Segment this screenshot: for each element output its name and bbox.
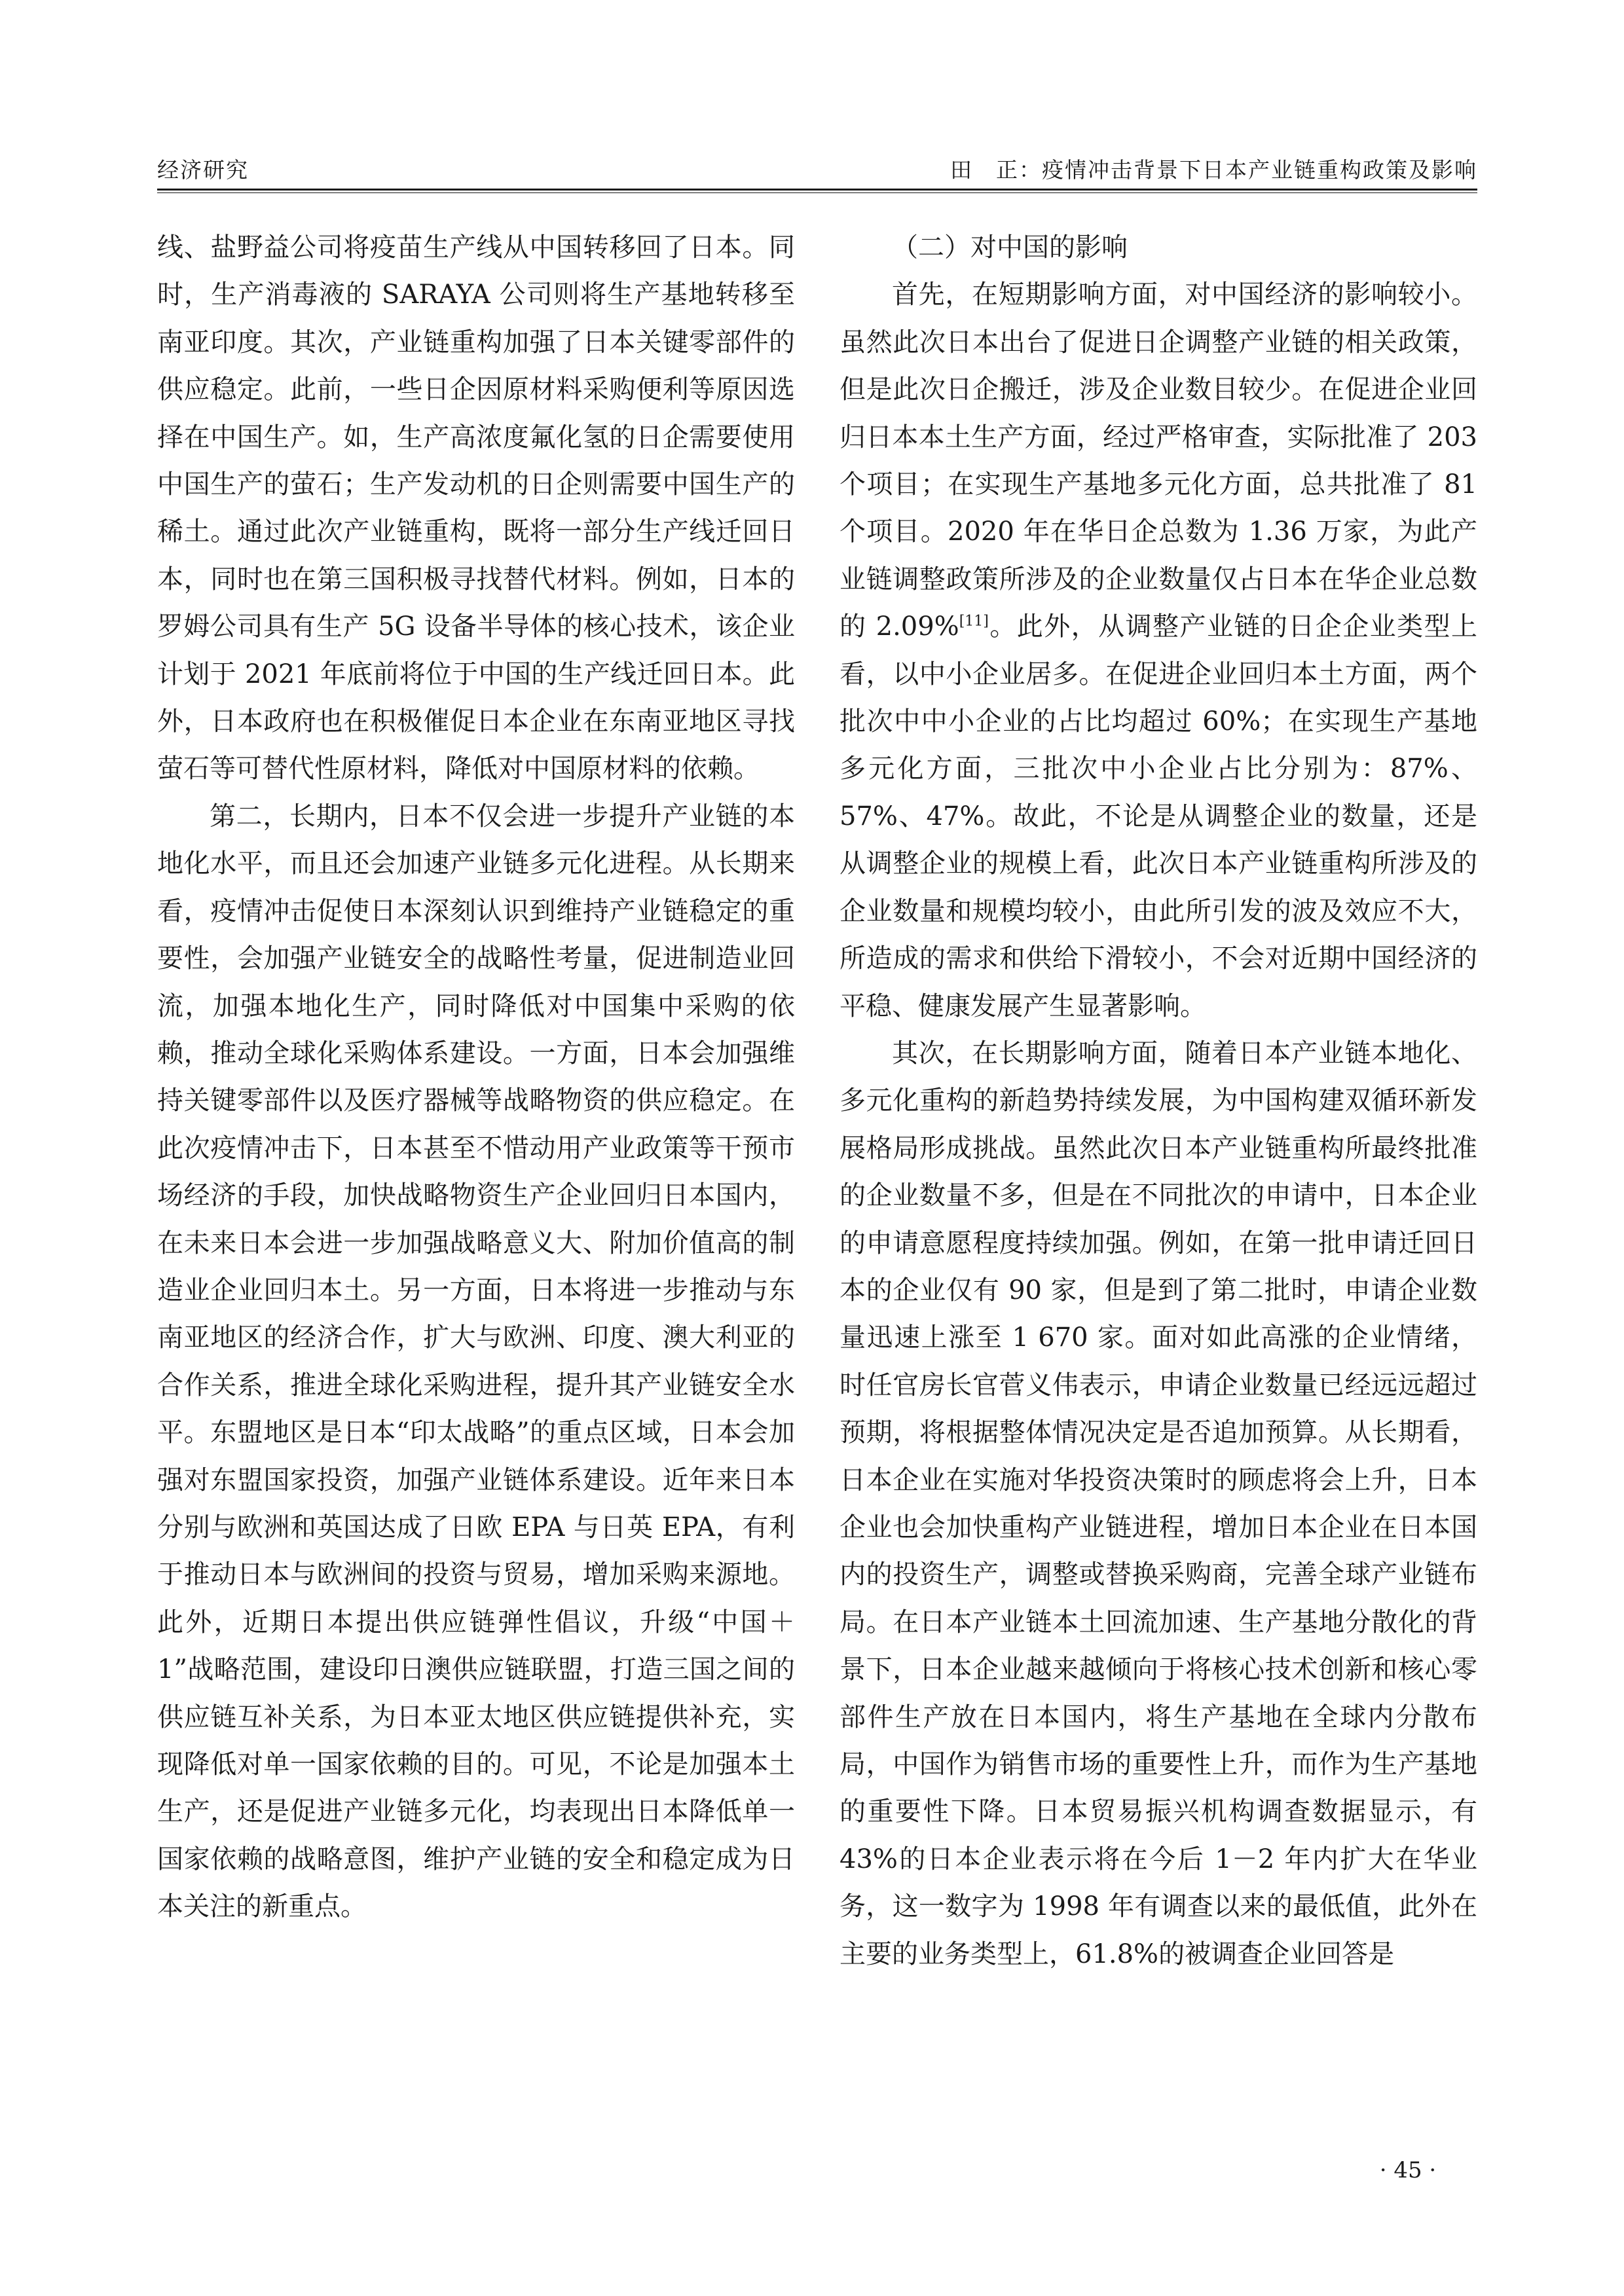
citation-reference: [11] bbox=[959, 613, 989, 630]
paragraph-text: 首先，在短期影响方面，对中国经济的影响较小。虽然此次日本出台了促进日企调整产业链的相关政策，但是此次日企搬迁，涉及企业数目较少。在促进企业回归日本本土生产方面，经过严格审查，实际批准了 203 个项目；在实现生产基地多元化方面，总共批准了 81 个项目。2020 年在华日企总数为 1.36 万家，为此产业链调整政策所涉及的企业数量仅占日本在华企业总数的 2.09% bbox=[840, 280, 1477, 642]
left-column bbox=[157, 224, 795, 2123]
paragraph-continued: 线、盐野益公司将疫苗生产线从中国转移回了日本。同时，生产消毒液的 SARAYA 公司则将生产基地转移至南亚印度。其次，产业链重构加强了日本关键零部件的供应稳定。此前，一些日企因原材料采购便利等原因选择在中国生产。如，生产高浓度氟化氢的日企需要使用中国生产的萤石；生产发动机的日企则需要中国生产的稀土。通过此次产业链重构，既将一部分生产线迁回日本，同时也在第三国积极寻找替代材料。例如，日本的罗姆公司具有生产 5G 设备半导体的核心技术，该企业计划于 2021 年底前将位于中国的生产线迁回日本。此外，日本政府也在积极催促日本企业在东南亚地区寻找萤石等可替代性原材料，降低对中国原材料的依赖。 bbox=[157, 232, 795, 784]
article-running-title: 田 正：疫情冲击背景下日本产业链重构政策及影响 bbox=[950, 157, 1477, 183]
paragraph-long-term-impact: 其次，在长期影响方面，随着日本产业链本地化、多元化重构的新趋势持续发展，为中国构建双循环新发展格局形成挑战。虽然此次日本产业链重构所最终批准的企业数量不多，但是在不同批次的申请中，日本企业的申请意愿程度持续加强。例如，在第一批申请迁回日本的企业仅有 90 家，但是到了第二批时，申请企业数量迅速上涨至 1 670 家。面对如此高涨的企业情绪，时任官房长官菅义伟表示，申请企业数量已经远远超过预期，将根据整体情况决定是否追加预算。从长期看，日本企业在实施对华投资决策时的顾虑将会上升，日本企业也会加快重构产业链进程，增加日本企业在日本国内的投资生产，调整或替换采购商，完善全球产业链布局。在日本产业链本土回流加速、生产基地分散化的背景下，日本企业越来越倾向于将核心技术创新和核心零部件生产放在日本国内，将生产基地在全球内分散布局，中国作为销售市场的重要性上升，而作为生产基地的重要性下降。日本贸易振兴机构调查数据显示，有 43%的日本企业表示将在今后 1－2 年内扩大在华业务，这一数字为 1998 年有调查以来的最低值，此外在主要的业务类型上，61.8%的被调查企业回答是 bbox=[840, 1038, 1477, 1969]
page-number: · 45 · bbox=[1379, 2157, 1437, 2183]
running-header bbox=[157, 152, 1477, 191]
header-rule-thin bbox=[157, 192, 1477, 193]
paragraph-short-term-impact bbox=[840, 271, 1477, 1030]
paragraph-text: 。此外，从调整产业链的日企企业类型上看，以中小企业居多。在促进企业回归本土方面，两个批次中中小企业的占比均超过 60%；在实现生产基地多元化方面，三批次中小企业占比分别为：87%、57%、47%。故此，不论是从调整企业的数量，还是从调整企业的规模上看，此次日本产业链重构所涉及的企业数量和规模均较小，由此所引发的波及效应不大，所造成的需求和供给下滑较小，不会对近期中国经济的平稳、健康发展产生显著影响。 bbox=[840, 611, 1478, 1021]
header-rule bbox=[157, 189, 1477, 191]
section-subheading: （二）对中国的影响 bbox=[892, 232, 1128, 263]
paragraph-long-term-policy: 第二，长期内，日本不仅会进一步提升产业链的本地化水平，而且还会加速产业链多元化进程。从长期来看，疫情冲击促使日本深刻认识到维持产业链稳定的重要性，会加强产业链安全的战略性考量，促进制造业回流，加强本地化生产，同时降低对中国集中采购的依赖，推动全球化采购体系建设。一方面，日本会加强维持关键零部件以及医疗器械等战略物资的供应稳定。在此次疫情冲击下，日本甚至不惜动用产业政策等干预市场经济的手段，加快战略物资生产企业回归日本国内，在未来日本会进一步加强战略意义大、附加价值高的制造业企业回归本土。另一方面，日本将进一步推动与东南亚地区的经济合作，扩大与欧洲、印度、澳大利亚的合作关系，推进全球化采购进程，提升其产业链安全水平。东盟地区是日本“印太战略”的重点区域，日本会加强对东盟国家投资，加强产业链体系建设。近年来日本分别与欧洲和英国达成了日欧 EPA 与日英 EPA，有利于推动日本与欧洲间的投资与贸易，增加采购来源地。此外，近期日本提出供应链弹性倡议，升级“中国＋1”战略范围，建设印日澳供应链联盟，打造三国之间的供应链互补关系，为日本亚太地区供应链提供补充，实现降低对单一国家依赖的目的。可见，不论是加强本土生产，还是促进产业链多元化，均表现出日本降低单一国家依赖的战略意图，维护产业链的安全和稳定成为日本关注的新重点。 bbox=[157, 801, 795, 1922]
right-column bbox=[840, 224, 1477, 2123]
journal-section-title: 经济研究 bbox=[157, 157, 249, 183]
